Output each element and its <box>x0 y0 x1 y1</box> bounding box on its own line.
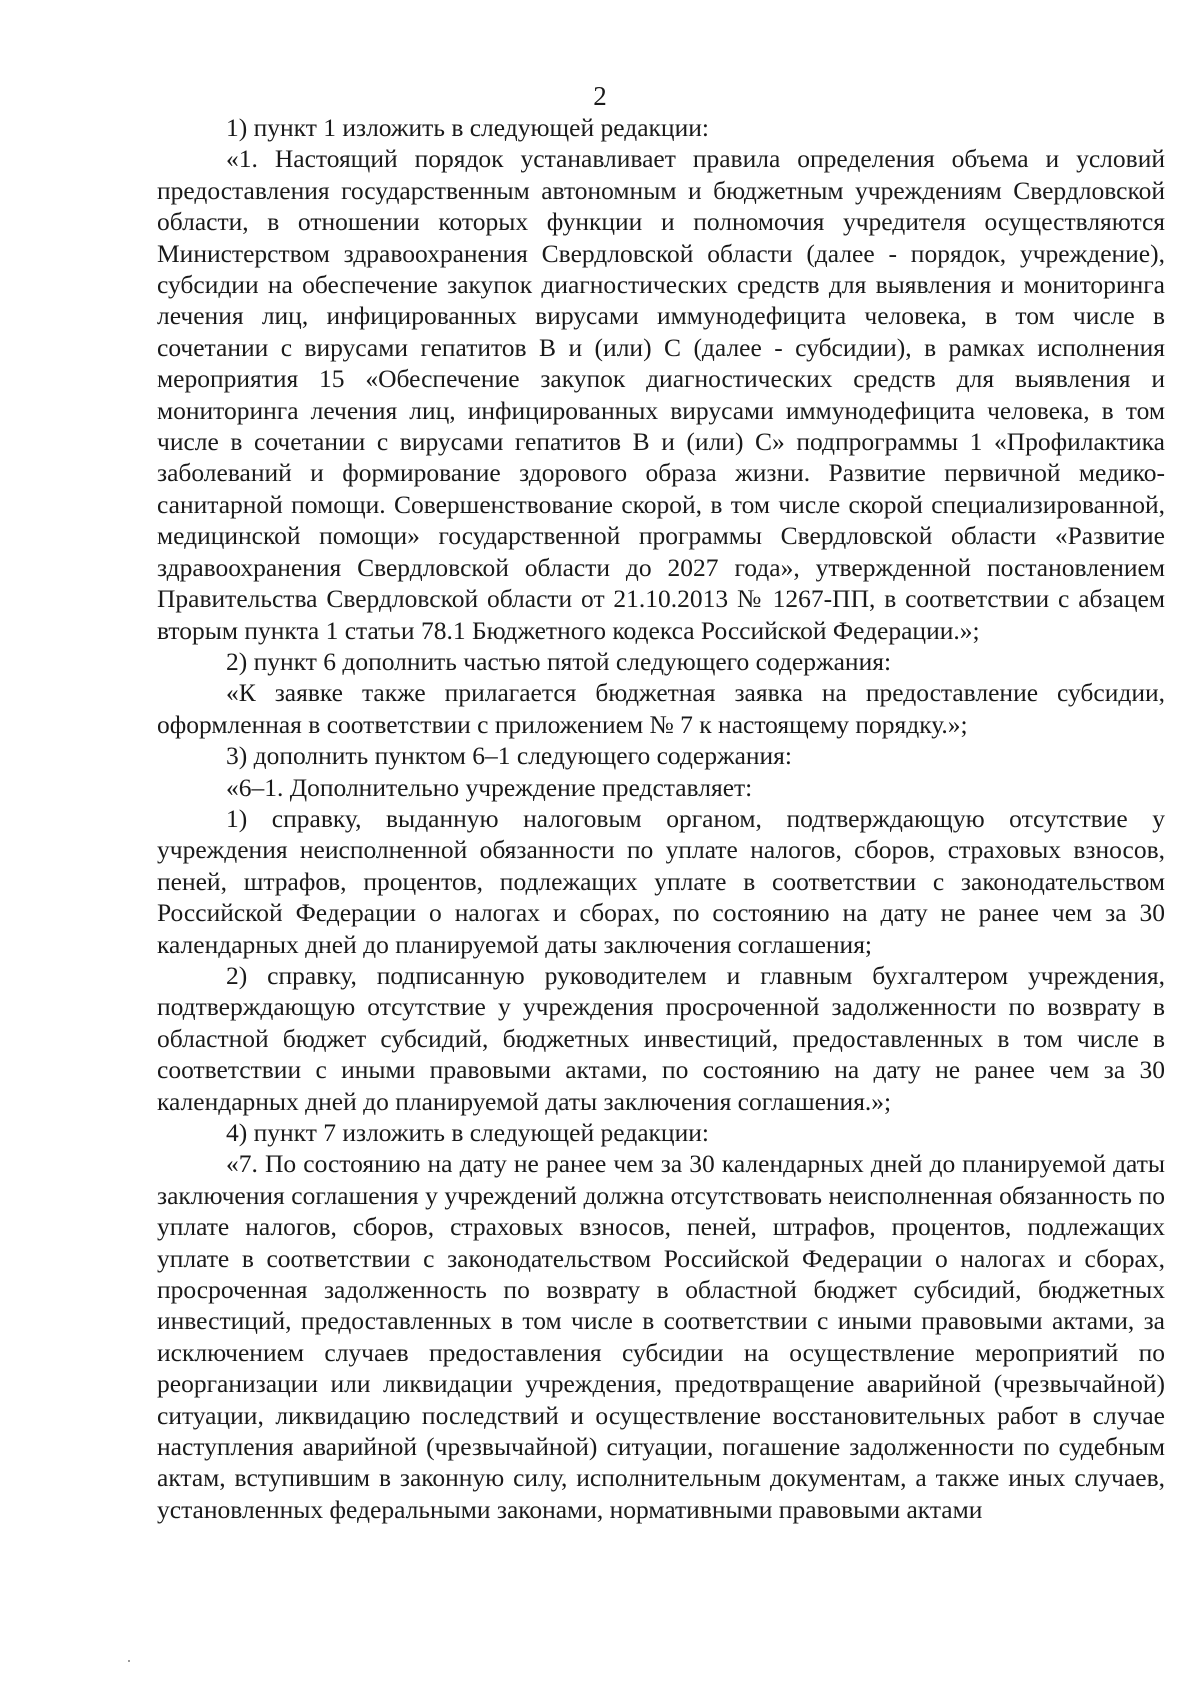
paragraph-item-7-text: «7. По состоянию на дату не ранее чем за 30 календарных дней до планируемой даты заключения соглашения у учреждений должна отсутствовать неисполненная обязанность по уплате налогов, сборов, страховых взносов, пеней, штрафов, процентов, подлежащих уплате в соответствии с законодательством Российской Федерации о налогах и сборах, просроченная задолженность по возврату в областной бюджет субсидий, бюджетных инвестиций, предоставленных в том числе в соответствии с иными правовыми актами, за исключением случаев предоставления субсидии на осуществление мероприятий по реорганизации или ликвидации учреждения, предотвращение аварийной (чрезвычайной) ситуации, ликвидацию последствий и осуществление восстановительных работ в случае наступления аварийной (чрезвычайной) ситуации, погашение задолженности по судебным актам, вступившим в законную силу, исполнительным документам, а также иных случаев, установленных федеральными законами, нормативными правовыми актами <box>157 1149 1165 1524</box>
paragraph-amend-item-6-1: 3) дополнить пунктом 6–1 следующего содержания: <box>226 741 792 771</box>
paragraph-item-6-1-sub-1: 1) справку, выданную налоговым органом, подтверждающую отсутствие у учреждения неисполненной обязанности по уплате налогов, сборов, страховых взносов, пеней, штрафов, процентов, подлежащих уплате в соответствии с законодательством Российской Федерации о налогах и сборах, по состоянию на дату не ранее чем за 30 календарных дней до планируемой даты заключения соглашения; <box>157 803 1165 959</box>
paragraph-item-1-text: «1. Настоящий порядок устанавливает правила определения объема и условий предоставления государственным автономным и бюджетным учреждениям Свердловской области, в отношении которых функции и полномочия учредителя осуществляются Министерством здравоохранения Свердловской области (далее - порядок, учреждение), субсидии на обеспечение закупок диагностических средств для выявления и мониторинга лечения лиц, инфицированных вирусами иммунодефицита человека, в том числе в сочетании с вирусами гепатитов B и (или) C (далее - субсидии), в рамках исполнения мероприятия 15 «Обеспечение закупок диагностических средств для выявления и мониторинга лечения лиц, инфицированных вирусами иммунодефицита человека, в том числе в сочетании с вирусами гепатитов B и (или) C» подпрограммы 1 «Профилактика заболеваний и формирование здорового образа жизни. Развитие первичной медико-санитарной помощи. Совершенствование скорой, в том числе скорой специализированной, медицинской помощи» государственной программы Свердловской области «Развитие здравоохранения Свердловской области до 2027 года», утвержденной постановлением Правительства Свердловской области от 21.10.2013 № 1267-ПП, в соответствии с абзацем вторым пункта 1 статьи 78.1 Бюджетного кодекса Российской Федерации.»; <box>157 144 1165 645</box>
paragraph-amend-item-6: 2) пункт 6 дополнить частью пятой следующего содержания: <box>226 646 892 676</box>
paragraph-item-6-text: «К заявке также прилагается бюджетная заявка на предоставление субсидии, оформленная в соответствии с приложением № 7 к настоящему порядку.»; <box>157 678 1165 739</box>
paragraph-item-6-1-sub-2: 2) справку, подписанную руководителем и главным бухгалтером учреждения, подтверждающую отсутствие у учреждения просроченной задолженности по возврату в областной бюджет субсидий, бюджетных инвестиций, предоставленных в том числе в соответствии с иными правовыми актами, по состоянию на дату не ранее чем за 30 календарных дней до планируемой даты заключения соглашения.»; <box>157 960 1165 1116</box>
document-body <box>157 112 1165 1525</box>
paragraph-amend-item-1: 1) пункт 1 изложить в следующей редакции: <box>226 113 709 142</box>
paragraph-amend-item-7: 4) пункт 7 изложить в следующей редакции: <box>226 1118 709 1147</box>
page-number: 2 <box>593 81 607 111</box>
paragraph-item-6-1-intro: «6–1. Дополнительно учреждение представляет: <box>226 772 753 802</box>
scan-speck <box>128 1660 130 1662</box>
